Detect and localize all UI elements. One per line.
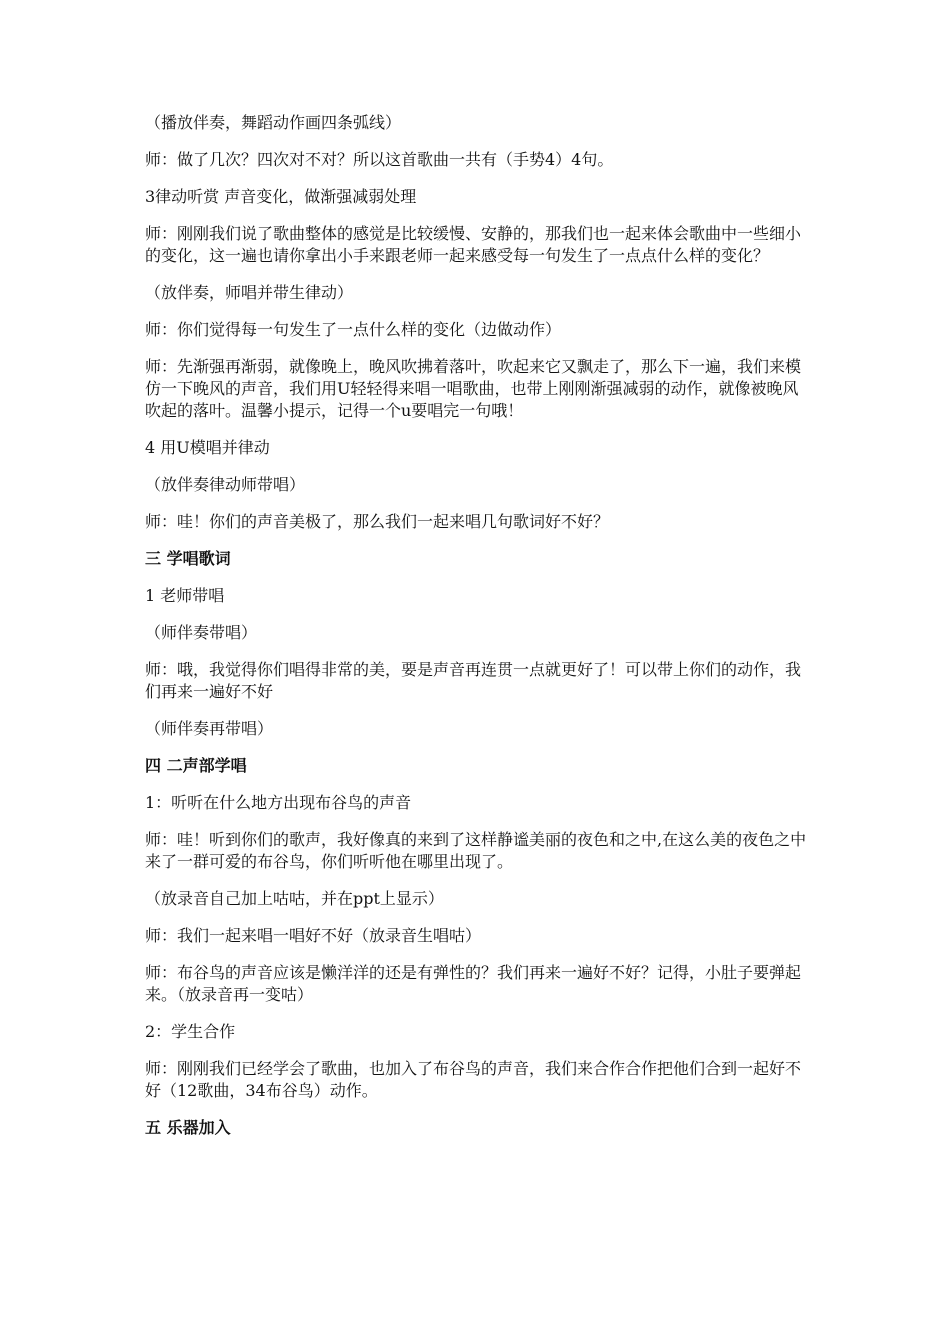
section-heading-5: 五 乐器加入 xyxy=(145,1118,231,1137)
paragraph-15: （师伴奏再带唱） xyxy=(145,719,274,738)
paragraph-3: 3律动听赏 声音变化，做渐强减弱处理 xyxy=(145,187,417,206)
paragraph-14: 师：哦，我觉得你们唱得非常的美，要是声音再连贯一点就更好了！可以带上你们的动作，我们再来一遍好不好 xyxy=(145,660,802,701)
paragraph-7: 师：先渐强再渐弱，就像晚上，晚风吹拂着落叶，吹起来它又飘走了，那么下一遍，我们来模仿一下晚风的声音，我们用U轻轻得来唱一唱歌曲，也带上刚刚渐强减弱的动作，就像被晚风吹起的落叶。温馨小提示，记得一个u要唱完一句哦！ xyxy=(145,357,802,420)
paragraph-1: （播放伴奏，舞蹈动作画四条弧线） xyxy=(145,113,402,132)
paragraph-21: 师：布谷鸟的声音应该是懒洋洋的还是有弹性的？我们再来一遍好不好？记得，小肚子要弹起来。（放录音再一变咕） xyxy=(145,963,802,1004)
document-page xyxy=(145,112,810,1154)
paragraph-18: 师：哇！听到你们的歌声，我好像真的来到了这样静谧美丽的夜色和之中,在这么美的夜色之中来了一群可爱的布谷鸟，你们听听他在哪里出现了。 xyxy=(145,830,807,871)
section-heading-4: 四 二声部学唱 xyxy=(145,756,247,775)
paragraph-23: 师：刚刚我们已经学会了歌曲，也加入了布谷鸟的声音，我们来合作合作把他们合到一起好不好（12歌曲，34布谷鸟）动作。 xyxy=(145,1059,802,1100)
paragraph-6: 师：你们觉得每一句发生了一点什么样的变化（边做动作） xyxy=(145,320,562,339)
paragraph-17: 1：听听在什么地方出现布谷鸟的声音 xyxy=(145,793,412,812)
paragraph-5: （放伴奏，师唱并带生律动） xyxy=(145,283,354,302)
paragraph-4: 师：刚刚我们说了歌曲整体的感觉是比较缓慢、安静的，那我们也一起来体会歌曲中一些细小的变化，这一遍也请你拿出小手来跟老师一起来感受每一句发生了一点点什么样的变化？ xyxy=(145,224,802,265)
paragraph-13: （师伴奏带唱） xyxy=(145,623,258,642)
paragraph-10: 师：哇！你们的声音美极了，那么我们一起来唱几句歌词好不好？ xyxy=(145,512,610,531)
paragraph-8: 4 用U模唱并律动 xyxy=(145,438,270,457)
paragraph-20: 师：我们一起来唱一唱好不好（放录音生唱咕） xyxy=(145,926,482,945)
paragraph-9: （放伴奏律动师带唱） xyxy=(145,475,306,494)
paragraph-12: 1 老师带唱 xyxy=(145,586,225,605)
paragraph-22: 2：学生合作 xyxy=(145,1022,236,1041)
paragraph-2: 师：做了几次？四次对不对？所以这首歌曲一共有（手势4）4句。 xyxy=(145,150,614,169)
section-heading-3: 三 学唱歌词 xyxy=(145,549,231,568)
paragraph-19: （放录音自己加上咕咕，并在ppt上显示） xyxy=(145,889,444,908)
